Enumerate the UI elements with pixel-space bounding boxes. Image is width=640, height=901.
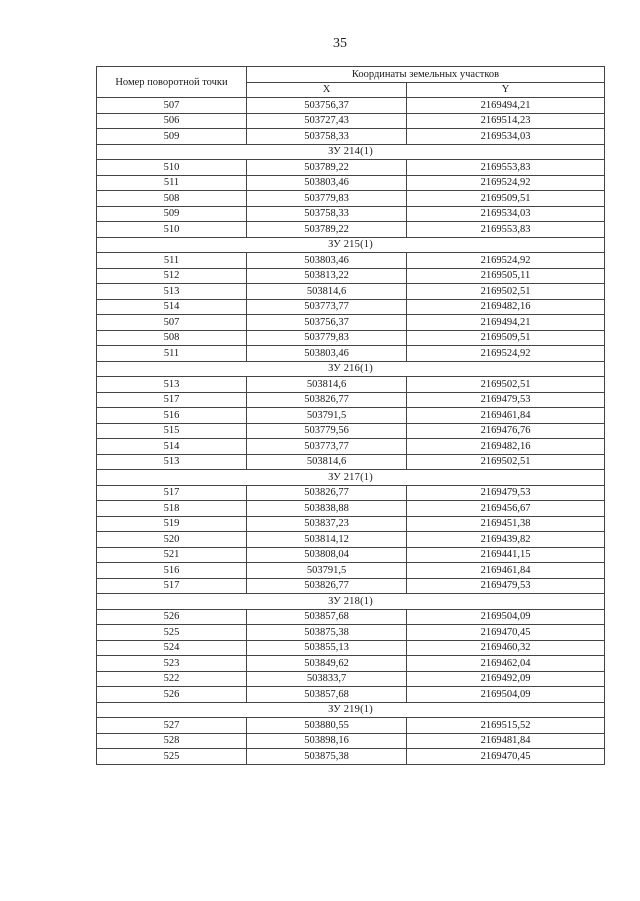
y-coordinate-cell: 2169492,09 [407, 671, 605, 687]
x-coordinate-cell: 503833,7 [247, 671, 407, 687]
table-row [97, 687, 605, 703]
y-coordinate-cell: 2169441,15 [407, 547, 605, 563]
table-row [97, 206, 605, 222]
x-coordinate-cell: 503803,46 [247, 175, 407, 191]
y-coordinate-cell: 2169509,51 [407, 191, 605, 207]
x-coordinate-cell: 503857,68 [247, 687, 407, 703]
section-row [97, 237, 605, 253]
point-number-cell: 510 [97, 222, 247, 238]
point-number-cell: 522 [97, 671, 247, 687]
point-number-cell: 507 [97, 315, 247, 331]
y-coordinate-cell: 2169481,84 [407, 733, 605, 749]
page-number: 35 [333, 36, 347, 51]
point-number-cell: 514 [97, 299, 247, 315]
y-coordinate-cell: 2169524,92 [407, 175, 605, 191]
table-row [97, 501, 605, 517]
point-number-cell: 519 [97, 516, 247, 532]
x-coordinate-cell: 503814,6 [247, 454, 407, 470]
x-coordinate-cell: 503814,6 [247, 377, 407, 393]
table-row [97, 609, 605, 625]
point-number-cell: 518 [97, 501, 247, 517]
section-row [97, 702, 605, 718]
table-row [97, 222, 605, 238]
point-number-cell: 516 [97, 408, 247, 424]
point-number-cell: 513 [97, 377, 247, 393]
section-label: ЗУ 216(1) [97, 361, 605, 377]
table-row [97, 299, 605, 315]
point-number-cell: 528 [97, 733, 247, 749]
point-number-cell: 527 [97, 718, 247, 734]
table-row [97, 485, 605, 501]
point-number-cell: 525 [97, 749, 247, 765]
y-coordinate-cell: 2169505,11 [407, 268, 605, 284]
y-coordinate-cell: 2169534,03 [407, 206, 605, 222]
table-row [97, 547, 605, 563]
y-coordinate-cell: 2169502,51 [407, 284, 605, 300]
point-number-cell: 509 [97, 206, 247, 222]
x-coordinate-cell: 503898,16 [247, 733, 407, 749]
table-row [97, 191, 605, 207]
table-row [97, 563, 605, 579]
x-coordinate-cell: 503779,56 [247, 423, 407, 439]
x-coordinate-cell: 503803,46 [247, 253, 407, 269]
table-row [97, 113, 605, 129]
y-coordinate-cell: 2169470,45 [407, 625, 605, 641]
y-coordinate-cell: 2169502,51 [407, 454, 605, 470]
table-row [97, 656, 605, 672]
y-coordinate-cell: 2169460,32 [407, 640, 605, 656]
section-row [97, 361, 605, 377]
x-coordinate-cell: 503803,46 [247, 346, 407, 362]
x-coordinate-cell: 503855,13 [247, 640, 407, 656]
y-coordinate-cell: 2169456,67 [407, 501, 605, 517]
x-coordinate-cell: 503779,83 [247, 330, 407, 346]
table-row [97, 454, 605, 470]
y-coordinate-cell: 2169504,09 [407, 609, 605, 625]
point-number-cell: 512 [97, 268, 247, 284]
table-row [97, 315, 605, 331]
section-row [97, 144, 605, 160]
x-coordinate-cell: 503857,68 [247, 609, 407, 625]
section-label: ЗУ 218(1) [97, 594, 605, 610]
point-number-cell: 511 [97, 175, 247, 191]
header-y: Y [407, 82, 605, 98]
y-coordinate-cell: 2169524,92 [407, 346, 605, 362]
table-row [97, 640, 605, 656]
point-number-cell: 526 [97, 609, 247, 625]
header-point-number: Номер поворотной точки [97, 67, 247, 98]
y-coordinate-cell: 2169470,45 [407, 749, 605, 765]
y-coordinate-cell: 2169494,21 [407, 98, 605, 114]
point-number-cell: 517 [97, 392, 247, 408]
x-coordinate-cell: 503875,38 [247, 749, 407, 765]
table-row [97, 625, 605, 641]
header-coordinates: Координаты земельных участков [247, 67, 605, 83]
point-number-cell: 511 [97, 253, 247, 269]
x-coordinate-cell: 503758,33 [247, 129, 407, 145]
section-label: ЗУ 214(1) [97, 144, 605, 160]
y-coordinate-cell: 2169479,53 [407, 485, 605, 501]
table-row [97, 392, 605, 408]
table-row [97, 253, 605, 269]
x-coordinate-cell: 503875,38 [247, 625, 407, 641]
x-coordinate-cell: 503849,62 [247, 656, 407, 672]
header-x: X [247, 82, 407, 98]
x-coordinate-cell: 503791,5 [247, 408, 407, 424]
coordinates-table [96, 66, 605, 765]
table-row [97, 268, 605, 284]
point-number-cell: 520 [97, 532, 247, 548]
y-coordinate-cell: 2169451,38 [407, 516, 605, 532]
y-coordinate-cell: 2169462,04 [407, 656, 605, 672]
x-coordinate-cell: 503838,88 [247, 501, 407, 517]
y-coordinate-cell: 2169514,23 [407, 113, 605, 129]
section-row [97, 470, 605, 486]
y-coordinate-cell: 2169553,83 [407, 222, 605, 238]
table-row [97, 377, 605, 393]
table-row [97, 671, 605, 687]
y-coordinate-cell: 2169461,84 [407, 563, 605, 579]
y-coordinate-cell: 2169439,82 [407, 532, 605, 548]
table-row [97, 129, 605, 145]
table-row [97, 749, 605, 765]
point-number-cell: 508 [97, 191, 247, 207]
x-coordinate-cell: 503880,55 [247, 718, 407, 734]
table-row [97, 532, 605, 548]
point-number-cell: 506 [97, 113, 247, 129]
x-coordinate-cell: 503791,5 [247, 563, 407, 579]
point-number-cell: 510 [97, 160, 247, 176]
y-coordinate-cell: 2169494,21 [407, 315, 605, 331]
x-coordinate-cell: 503773,77 [247, 439, 407, 455]
point-number-cell: 513 [97, 284, 247, 300]
point-number-cell: 525 [97, 625, 247, 641]
y-coordinate-cell: 2169476,76 [407, 423, 605, 439]
x-coordinate-cell: 503837,23 [247, 516, 407, 532]
x-coordinate-cell: 503814,6 [247, 284, 407, 300]
x-coordinate-cell: 503756,37 [247, 98, 407, 114]
y-coordinate-cell: 2169482,16 [407, 299, 605, 315]
section-label: ЗУ 217(1) [97, 470, 605, 486]
y-coordinate-cell: 2169504,09 [407, 687, 605, 703]
y-coordinate-cell: 2169515,52 [407, 718, 605, 734]
point-number-cell: 526 [97, 687, 247, 703]
y-coordinate-cell: 2169534,03 [407, 129, 605, 145]
y-coordinate-cell: 2169502,51 [407, 377, 605, 393]
x-coordinate-cell: 503789,22 [247, 160, 407, 176]
y-coordinate-cell: 2169461,84 [407, 408, 605, 424]
point-number-cell: 517 [97, 485, 247, 501]
point-number-cell: 508 [97, 330, 247, 346]
x-coordinate-cell: 503826,77 [247, 578, 407, 594]
point-number-cell: 521 [97, 547, 247, 563]
x-coordinate-cell: 503826,77 [247, 392, 407, 408]
table-row [97, 284, 605, 300]
table-row [97, 98, 605, 114]
x-coordinate-cell: 503789,22 [247, 222, 407, 238]
y-coordinate-cell: 2169509,51 [407, 330, 605, 346]
point-number-cell: 524 [97, 640, 247, 656]
y-coordinate-cell: 2169553,83 [407, 160, 605, 176]
table-row [97, 733, 605, 749]
section-label: ЗУ 215(1) [97, 237, 605, 253]
y-coordinate-cell: 2169479,53 [407, 392, 605, 408]
point-number-cell: 516 [97, 563, 247, 579]
x-coordinate-cell: 503727,43 [247, 113, 407, 129]
table-row [97, 439, 605, 455]
table-row [97, 330, 605, 346]
x-coordinate-cell: 503779,83 [247, 191, 407, 207]
y-coordinate-cell: 2169479,53 [407, 578, 605, 594]
x-coordinate-cell: 503814,12 [247, 532, 407, 548]
table-row [97, 423, 605, 439]
table-row [97, 160, 605, 176]
table-row [97, 578, 605, 594]
x-coordinate-cell: 503813,22 [247, 268, 407, 284]
y-coordinate-cell: 2169482,16 [407, 439, 605, 455]
x-coordinate-cell: 503773,77 [247, 299, 407, 315]
table-row [97, 175, 605, 191]
section-row [97, 594, 605, 610]
point-number-cell: 515 [97, 423, 247, 439]
point-number-cell: 507 [97, 98, 247, 114]
x-coordinate-cell: 503756,37 [247, 315, 407, 331]
point-number-cell: 523 [97, 656, 247, 672]
point-number-cell: 517 [97, 578, 247, 594]
y-coordinate-cell: 2169524,92 [407, 253, 605, 269]
table-row [97, 346, 605, 362]
section-label: ЗУ 219(1) [97, 702, 605, 718]
table-row [97, 408, 605, 424]
table-row [97, 516, 605, 532]
x-coordinate-cell: 503808,04 [247, 547, 407, 563]
point-number-cell: 509 [97, 129, 247, 145]
point-number-cell: 514 [97, 439, 247, 455]
x-coordinate-cell: 503826,77 [247, 485, 407, 501]
table-body [97, 98, 605, 765]
table-row [97, 718, 605, 734]
point-number-cell: 511 [97, 346, 247, 362]
point-number-cell: 513 [97, 454, 247, 470]
x-coordinate-cell: 503758,33 [247, 206, 407, 222]
